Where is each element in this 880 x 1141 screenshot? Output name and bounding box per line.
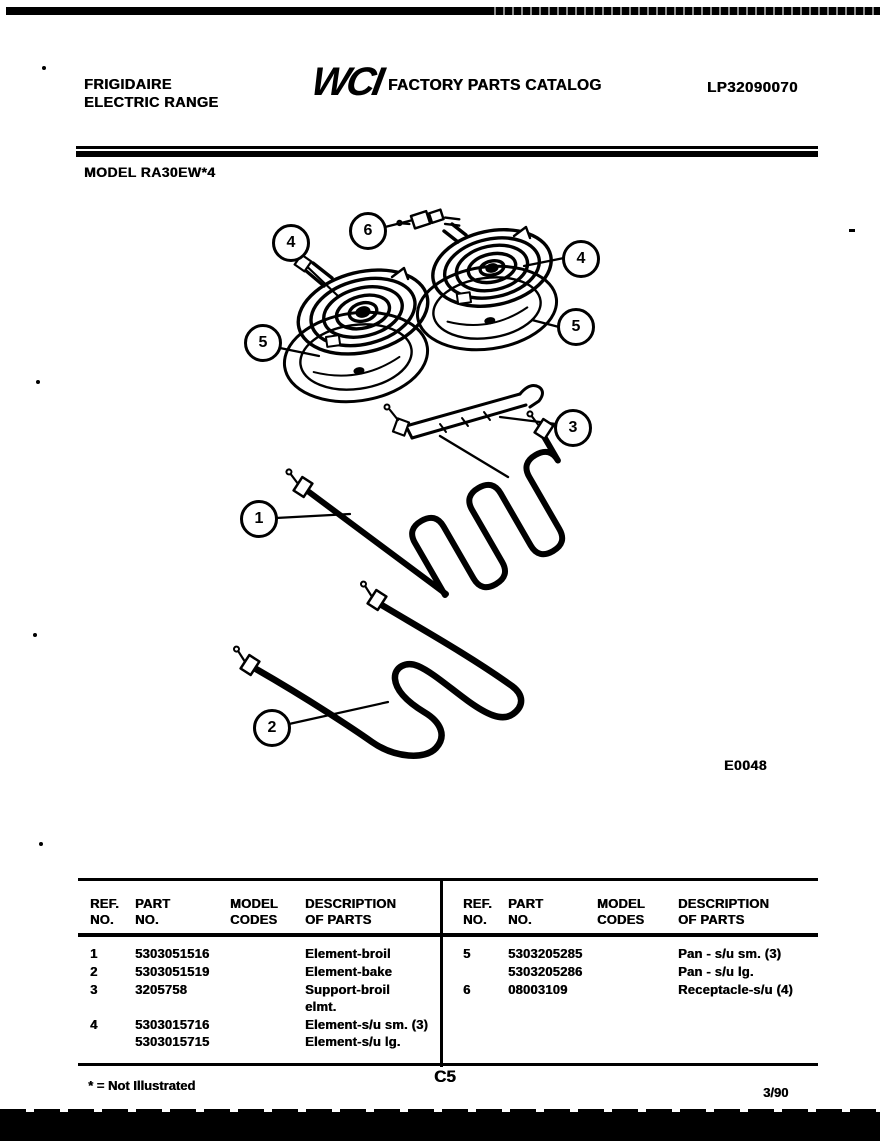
brand-name (84, 76, 219, 112)
broil-terminal-right (521, 410, 554, 439)
callout-3: 3 (554, 409, 592, 447)
table-row: 5 5303205285 Pan - s/u sm. (3) (463, 946, 782, 961)
bake-terminal-right (354, 581, 387, 610)
model-number: MODEL RA30EW*4 (84, 164, 216, 180)
table-row: 5303205286 Pan - s/u lg. (508, 964, 754, 979)
table-row: 4 5303015716 Element-s/u sm. (3) (90, 1017, 428, 1032)
catalog-title: FACTORY PARTS CATALOG (388, 77, 602, 94)
scan-speck (36, 380, 40, 384)
surface-element-left-drawing (288, 249, 437, 366)
callout-2: 2 (253, 709, 291, 747)
callout-5-left: 5 (244, 324, 282, 362)
callout-leader-lines (276, 219, 564, 724)
col-header-model-left: MODEL CODES (230, 896, 278, 927)
col-header-desc-left: DESCRIPTION OF PARTS (305, 896, 397, 927)
broil-terminal-left (280, 468, 313, 497)
scan-speck (33, 633, 37, 637)
callout-1: 1 (240, 500, 278, 538)
table-row: elmt. (305, 999, 337, 1014)
receptacle-drawing (397, 202, 461, 243)
wci-logo: WCI (308, 60, 385, 104)
scan-artifact-bottom-bar (0, 1112, 880, 1141)
col-header-ref-right: REF. NO. (463, 896, 492, 927)
table-row: 6 08003109 Receptacle-s/u (4) (463, 982, 793, 997)
publication-code: LP32090070 (707, 79, 798, 96)
scan-speck (39, 842, 43, 846)
col-header-model-right: MODEL CODES (597, 896, 645, 927)
col-header-desc-right: DESCRIPTION OF PARTS (678, 896, 770, 927)
table-row: 3 3205758 Support-broil (90, 982, 390, 997)
callout-4-right: 4 (562, 240, 600, 278)
table-bottom-rule (78, 1063, 818, 1066)
parts-table (78, 878, 818, 1067)
broil-element-drawing (280, 410, 596, 609)
drip-pan-left-drawing (279, 303, 434, 410)
brand-line2: ELECTRIC RANGE (84, 95, 219, 111)
table-row: 1 5303051516 Element-broil (90, 946, 391, 961)
drip-pan-right-drawing (412, 258, 562, 359)
col-header-part-right: PART NO. (508, 896, 544, 927)
table-row: 2 5303051519 Element-bake (90, 964, 392, 979)
divider-rule (76, 149, 818, 157)
not-illustrated-note: * = Not Illustrated (88, 1078, 196, 1093)
callout-5-right: 5 (557, 308, 595, 346)
col-header-ref-left: REF. NO. (90, 896, 119, 927)
table-row: 5303015715 Element-s/u lg. (135, 1034, 401, 1049)
col-header-part-left: PART NO. (135, 896, 171, 927)
brand-line1: FRIGIDAIRE (84, 77, 172, 93)
date-code: 3/90 (763, 1085, 789, 1100)
scan-artifact-top-bar (6, 7, 880, 15)
scan-speck (42, 66, 46, 70)
figure-code: E0048 (724, 757, 767, 773)
callout-6: 6 (349, 212, 387, 250)
page-number: C5 (434, 1067, 456, 1086)
table-header-rule (78, 933, 818, 937)
broil-support-drawing (385, 386, 543, 477)
callout-4-left: 4 (272, 224, 310, 262)
surface-element-right-drawing (426, 219, 559, 316)
scan-speck (849, 229, 855, 232)
bake-terminal-left (227, 646, 260, 675)
